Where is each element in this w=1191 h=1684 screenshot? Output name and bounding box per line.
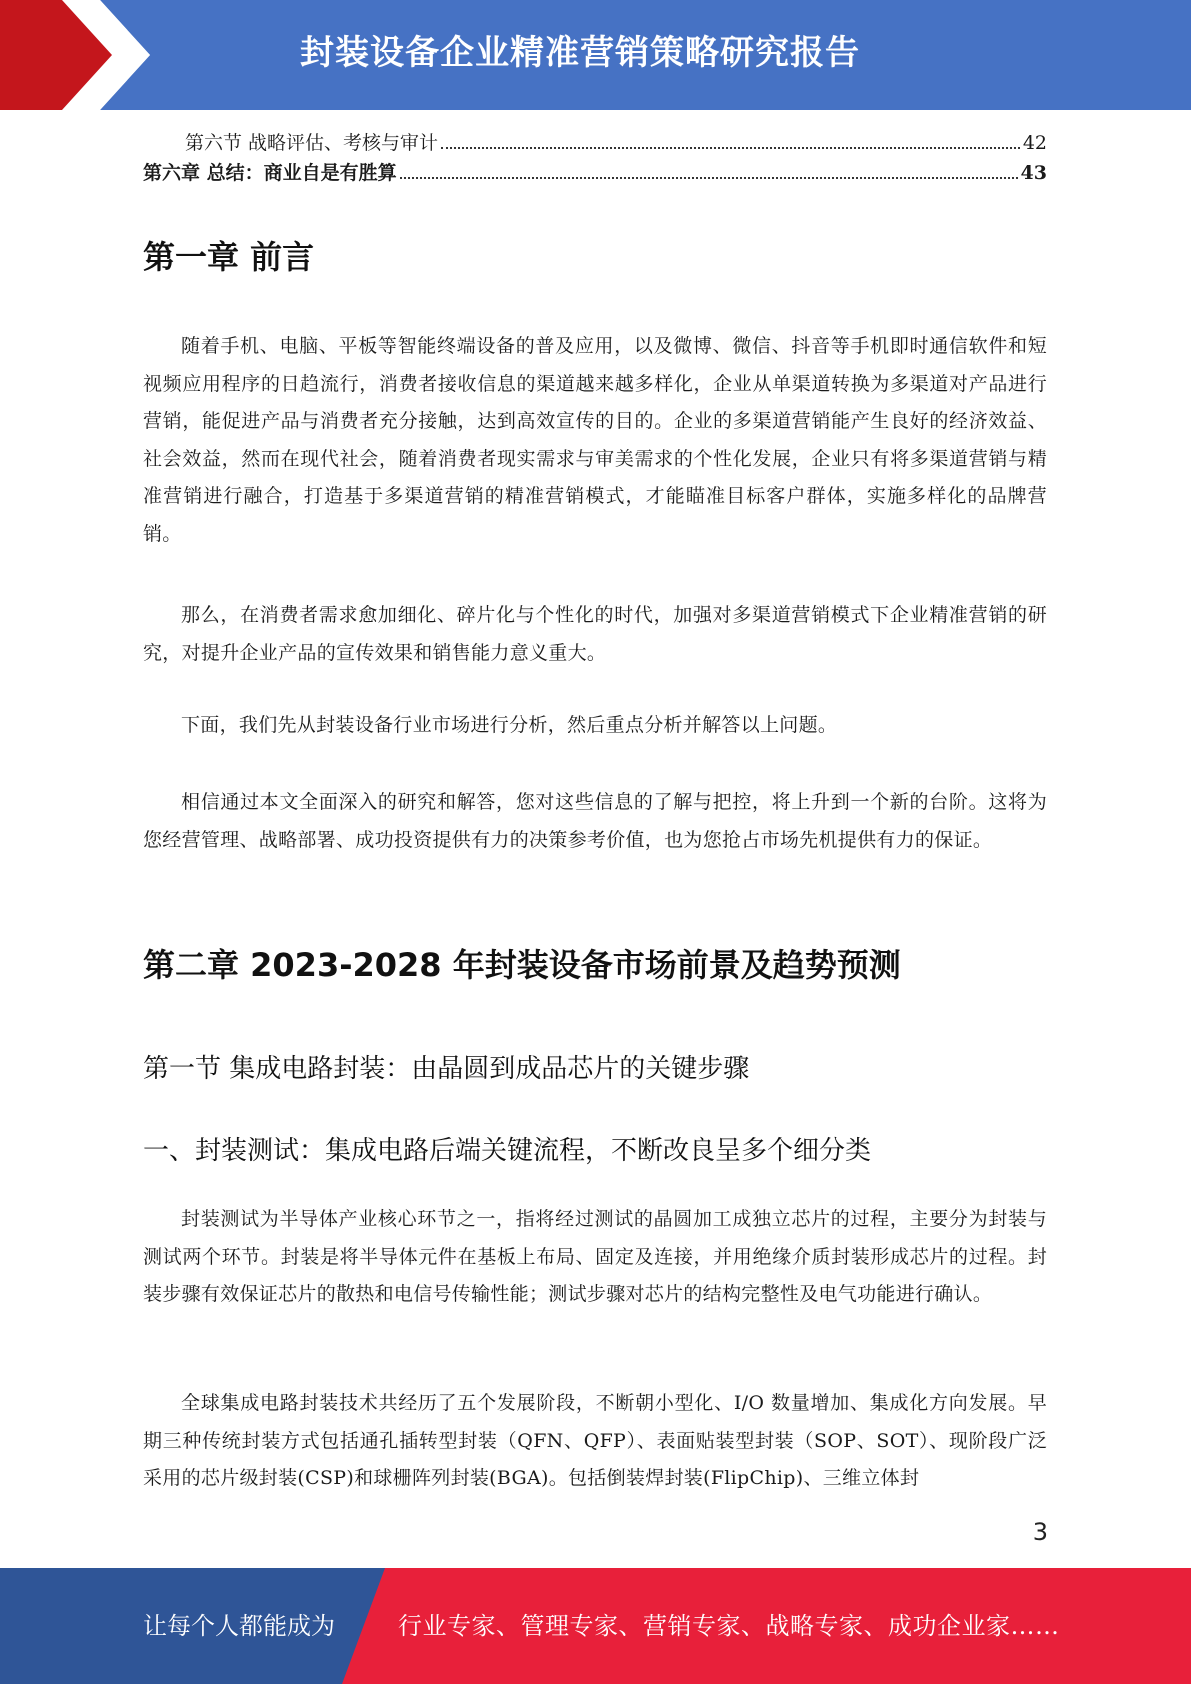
header-red-arrow [0, 0, 160, 110]
toc-entry-page: 43 [1020, 162, 1047, 184]
footer-slogan-right: 行业专家、管理专家、营销专家、战略专家、成功企业家…… [398, 1612, 1060, 1640]
toc-leader-dots [400, 177, 1018, 179]
body-paragraph: 随着手机、电脑、平板等智能终端设备的普及应用，以及微博、微信、抖音等手机即时通信软件和短视频应用程序的日趋流行，消费者接收信息的渠道越来越多样化，企业从单渠道转换为多渠道对产品进行营销，能促进产品与消费者充分接触，达到高效宣传的目的。企业的多渠道营销能产生良好的经济效益、社会效益，然而在现代社会，随着消费者现实需求与审美需求的个性化发展，企业只有将多渠道营销与精准营销进行融合，打造基于多渠道营销的精准营销模式，才能瞄准目标客户群体，实施多样化的品牌营销。 [143, 335, 1047, 545]
body-paragraph: 封装测试为半导体产业核心环节之一，指将经过测试的晶圆加工成独立芯片的过程，主要分为封装与测试两个环节。封装是将半导体元件在基板上布局、固定及连接，并用绝缘介质封装形成芯片的过程。封装步骤有效保证芯片的散热和电信号传输性能；测试步骤对芯片的结构完整性及电气功能进行确认。 [143, 1208, 1047, 1305]
report-title: 封装设备企业精准营销策略研究报告 [300, 33, 860, 73]
toc-entry-label: 第六章 总结：商业自是有胜算 [143, 162, 397, 184]
toc-entry[interactable] [143, 158, 1047, 188]
toc-entry-label: 第六节 战略评估、考核与审计 [185, 132, 439, 154]
toc-entry-page: 42 [1022, 132, 1047, 154]
body-paragraph: 那么，在消费者需求愈加细化、碎片化与个性化的时代，加强对多渠道营销模式下企业精准营销的研究，对提升企业产品的宣传效果和销售能力意义重大。 [143, 604, 1047, 664]
footer-slogan-left: 让每个人都能成为 [143, 1612, 335, 1640]
section-heading: 第一节 集成电路封装：由晶圆到成品芯片的关键步骤 [143, 1054, 750, 1084]
subsection-heading: 一、封装测试：集成电路后端关键流程，不断改良呈多个细分类 [143, 1136, 872, 1166]
toc-entry[interactable] [185, 128, 1047, 158]
body-paragraph: 相信通过本文全面深入的研究和解答，您对这些信息的了解与把控，将上升到一个新的台阶。这将为您经营管理、战略部署、成功投资提供有力的决策参考价值，也为您抢占市场先机提供有力的保证。 [143, 791, 1047, 851]
toc-leader-dots [441, 147, 1020, 149]
page-header [0, 0, 1191, 110]
page-number: 3 [1032, 1518, 1048, 1546]
body-paragraph: 全球集成电路封装技术共经历了五个发展阶段，不断朝小型化、I/O 数量增加、集成化方向发展。早期三种传统封装方式包括通孔插转型封装（QFN、QFP）、表面贴装型封装（SOP、SOT）、现阶段广泛采用的芯片级封装(CSP)和球栅阵列封装(BGA)。包括倒装焊封装(FlipChip)、三维立体封 [143, 1392, 1047, 1489]
body-paragraph: 下面，我们先从封装设备行业市场进行分析，然后重点分析并解答以上问题。 [181, 714, 838, 736]
chapter-2-heading: 第二章 2023-2028 年封装设备市场前景及趋势预测 [143, 946, 901, 984]
page-footer [0, 1568, 1191, 1684]
chapter-1-heading: 第一章 前言 [143, 238, 315, 276]
